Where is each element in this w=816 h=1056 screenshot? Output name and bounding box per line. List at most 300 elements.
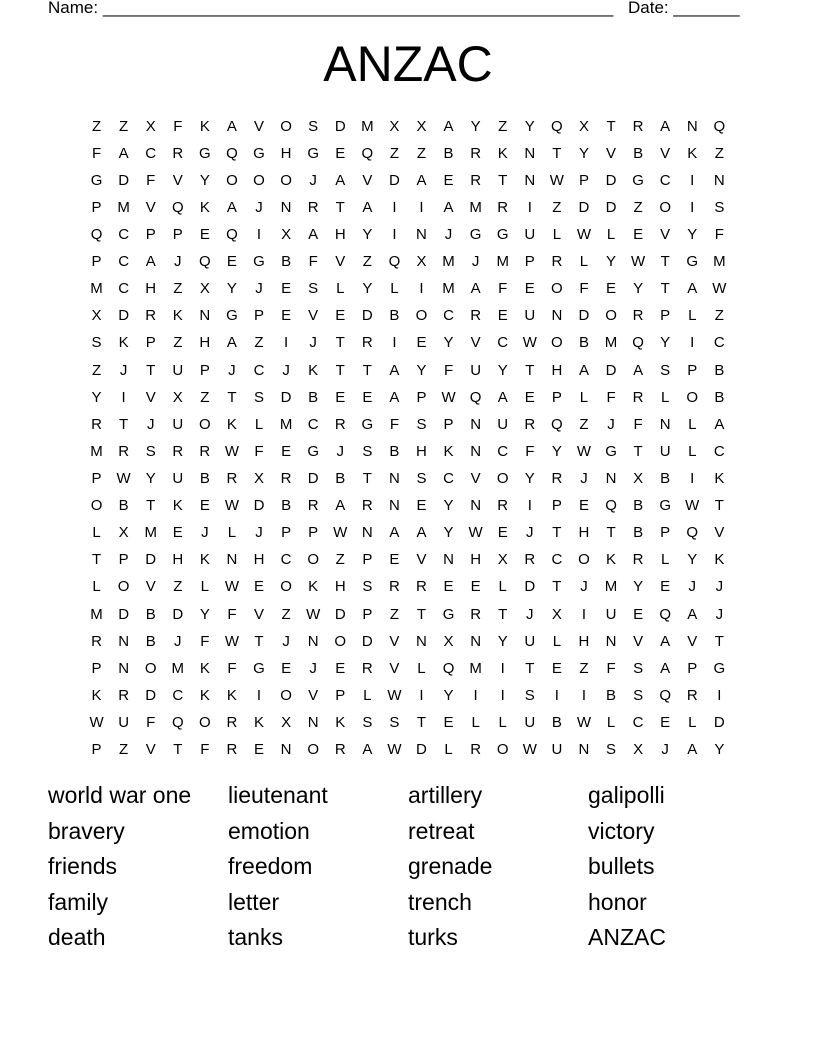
grid-cell[interactable]: L: [688, 442, 697, 460]
grid-cell[interactable]: T: [714, 497, 724, 515]
grid-cell[interactable]: M: [117, 198, 130, 216]
grid-cell[interactable]: E: [281, 442, 292, 460]
grid-cell[interactable]: H: [280, 144, 292, 162]
grid-cell[interactable]: U: [118, 713, 130, 731]
grid-cell[interactable]: O: [280, 686, 292, 704]
grid-cell[interactable]: D: [713, 713, 725, 731]
grid-cell[interactable]: N: [307, 632, 319, 650]
grid-cell[interactable]: N: [551, 307, 563, 325]
grid-cell[interactable]: N: [118, 632, 130, 650]
grid-cell[interactable]: Z: [119, 117, 129, 135]
date-blank[interactable]: _______: [673, 0, 740, 17]
grid-cell[interactable]: T: [91, 551, 102, 569]
grid-cell[interactable]: L: [552, 632, 562, 650]
grid-cell[interactable]: Y: [633, 280, 644, 298]
grid-cell[interactable]: H: [145, 280, 157, 298]
grid-cell[interactable]: D: [605, 171, 617, 189]
grid-cell[interactable]: F: [606, 659, 616, 677]
grid-cell[interactable]: V: [633, 632, 644, 650]
grid-cell[interactable]: T: [552, 524, 562, 542]
grid-cell[interactable]: J: [309, 334, 317, 352]
grid-cell[interactable]: F: [200, 741, 210, 759]
grid-cell[interactable]: Y: [199, 605, 210, 623]
grid-cell[interactable]: D: [605, 198, 617, 216]
grid-cell[interactable]: P: [335, 686, 346, 704]
grid-cell[interactable]: E: [254, 578, 265, 596]
grid-cell[interactable]: P: [118, 551, 129, 569]
grid-cell[interactable]: P: [524, 253, 535, 271]
grid-cell[interactable]: S: [91, 334, 102, 352]
grid-cell[interactable]: O: [551, 280, 563, 298]
grid-cell[interactable]: R: [632, 307, 644, 325]
grid-cell[interactable]: K: [497, 144, 508, 162]
grid-cell[interactable]: A: [362, 741, 373, 759]
grid-cell[interactable]: R: [118, 442, 130, 460]
grid-cell[interactable]: L: [579, 388, 589, 406]
grid-cell[interactable]: P: [551, 497, 562, 515]
grid-cell[interactable]: K: [335, 713, 346, 731]
grid-cell[interactable]: Z: [173, 280, 183, 298]
grid-cell[interactable]: Y: [551, 442, 562, 460]
grid-cell[interactable]: H: [416, 442, 427, 460]
grid-cell[interactable]: W: [387, 686, 402, 704]
grid-cell[interactable]: X: [199, 280, 210, 298]
grid-cell[interactable]: R: [172, 442, 184, 460]
grid-cell[interactable]: P: [578, 171, 589, 189]
grid-cell[interactable]: V: [172, 171, 183, 189]
grid-cell[interactable]: R: [307, 198, 319, 216]
grid-cell[interactable]: A: [660, 659, 671, 677]
grid-cell[interactable]: X: [91, 307, 102, 325]
grid-cell[interactable]: R: [91, 632, 102, 650]
grid-cell[interactable]: E: [633, 605, 644, 623]
grid-cell[interactable]: F: [714, 225, 724, 243]
grid-cell[interactable]: O: [686, 388, 699, 406]
grid-cell[interactable]: Z: [714, 307, 724, 325]
grid-cell[interactable]: R: [524, 551, 536, 569]
grid-cell[interactable]: Y: [606, 253, 617, 271]
grid-cell[interactable]: X: [497, 551, 508, 569]
grid-cell[interactable]: N: [416, 225, 427, 243]
grid-cell[interactable]: G: [226, 307, 238, 325]
grid-cell[interactable]: O: [496, 469, 509, 487]
grid-cell[interactable]: C: [280, 551, 292, 569]
grid-cell[interactable]: L: [688, 713, 697, 731]
grid-cell[interactable]: D: [118, 171, 130, 189]
grid-cell[interactable]: X: [443, 632, 454, 650]
grid-cell[interactable]: T: [362, 469, 372, 487]
grid-cell[interactable]: L: [336, 280, 345, 298]
grid-cell[interactable]: R: [632, 551, 644, 569]
grid-cell[interactable]: I: [392, 334, 397, 352]
grid-cell[interactable]: C: [118, 253, 130, 271]
grid-cell[interactable]: O: [496, 741, 509, 759]
grid-cell[interactable]: A: [578, 361, 589, 379]
grid-cell[interactable]: J: [580, 578, 588, 596]
grid-cell[interactable]: C: [443, 307, 454, 325]
grid-cell[interactable]: E: [606, 280, 617, 298]
grid-cell[interactable]: Q: [659, 605, 672, 623]
grid-cell[interactable]: P: [91, 198, 102, 216]
grid-cell[interactable]: A: [443, 198, 454, 216]
grid-cell[interactable]: P: [660, 524, 671, 542]
grid-cell[interactable]: B: [606, 686, 617, 704]
grid-cell[interactable]: G: [713, 659, 726, 677]
grid-cell[interactable]: W: [224, 632, 240, 650]
grid-cell[interactable]: P: [362, 605, 373, 623]
grid-cell[interactable]: K: [687, 144, 698, 162]
grid-cell[interactable]: I: [717, 686, 722, 704]
grid-cell[interactable]: I: [392, 198, 397, 216]
grid-cell[interactable]: D: [334, 605, 346, 623]
grid-cell[interactable]: Q: [361, 144, 374, 162]
grid-cell[interactable]: I: [121, 388, 126, 406]
grid-cell[interactable]: P: [551, 388, 562, 406]
grid-cell[interactable]: T: [335, 198, 345, 216]
grid-cell[interactable]: R: [470, 605, 482, 623]
grid-cell[interactable]: H: [199, 334, 211, 352]
grid-cell[interactable]: G: [253, 253, 265, 271]
grid-cell[interactable]: L: [390, 280, 399, 298]
grid-cell[interactable]: B: [308, 388, 319, 406]
grid-cell[interactable]: Y: [470, 117, 481, 135]
grid-cell[interactable]: S: [633, 686, 644, 704]
grid-cell[interactable]: F: [633, 415, 643, 433]
grid-cell[interactable]: G: [90, 171, 103, 189]
grid-cell[interactable]: K: [199, 198, 210, 216]
grid-cell[interactable]: S: [524, 686, 535, 704]
grid-cell[interactable]: D: [253, 497, 265, 515]
grid-cell[interactable]: Z: [389, 144, 399, 162]
grid-cell[interactable]: A: [389, 524, 400, 542]
grid-cell[interactable]: X: [145, 117, 156, 135]
grid-cell[interactable]: E: [660, 713, 671, 731]
grid-cell[interactable]: S: [606, 741, 617, 759]
grid-cell[interactable]: K: [714, 551, 725, 569]
grid-cell[interactable]: B: [714, 388, 725, 406]
grid-cell[interactable]: M: [442, 280, 455, 298]
grid-cell[interactable]: Y: [497, 361, 508, 379]
grid-cell[interactable]: P: [308, 524, 319, 542]
grid-cell[interactable]: V: [714, 524, 725, 542]
grid-cell[interactable]: K: [226, 686, 237, 704]
grid-cell[interactable]: L: [661, 388, 670, 406]
grid-cell[interactable]: F: [443, 361, 454, 379]
grid-cell[interactable]: B: [118, 497, 129, 515]
grid-cell[interactable]: T: [552, 144, 562, 162]
grid-cell[interactable]: X: [551, 605, 562, 623]
grid-cell[interactable]: Q: [226, 144, 238, 162]
grid-cell[interactable]: S: [389, 713, 400, 731]
grid-cell[interactable]: A: [335, 171, 346, 189]
grid-cell[interactable]: L: [661, 551, 670, 569]
grid-cell[interactable]: G: [469, 225, 482, 243]
grid-cell[interactable]: G: [659, 497, 672, 515]
grid-cell[interactable]: V: [335, 253, 346, 271]
grid-cell[interactable]: E: [660, 578, 671, 596]
grid-cell[interactable]: O: [307, 741, 319, 759]
grid-cell[interactable]: A: [443, 117, 454, 135]
grid-cell[interactable]: I: [284, 334, 289, 352]
grid-cell[interactable]: X: [281, 225, 292, 243]
grid-cell[interactable]: E: [335, 659, 346, 677]
grid-cell[interactable]: R: [470, 741, 482, 759]
grid-cell[interactable]: A: [470, 280, 481, 298]
grid-cell[interactable]: X: [416, 117, 427, 135]
grid-cell[interactable]: W: [224, 578, 240, 596]
grid-cell[interactable]: H: [578, 524, 590, 542]
grid-cell[interactable]: F: [146, 713, 156, 731]
grid-cell[interactable]: D: [578, 307, 590, 325]
grid-cell[interactable]: K: [443, 442, 454, 460]
grid-cell[interactable]: Q: [199, 253, 211, 271]
grid-cell[interactable]: Z: [498, 117, 508, 135]
grid-cell[interactable]: R: [361, 334, 373, 352]
grid-cell[interactable]: T: [660, 253, 670, 271]
grid-cell[interactable]: M: [442, 253, 455, 271]
grid-cell[interactable]: H: [578, 632, 590, 650]
grid-cell[interactable]: O: [199, 415, 211, 433]
grid-cell[interactable]: C: [713, 442, 725, 460]
grid-cell[interactable]: T: [525, 659, 535, 677]
grid-cell[interactable]: G: [605, 442, 617, 460]
grid-cell[interactable]: X: [254, 469, 265, 487]
grid-cell[interactable]: V: [389, 632, 400, 650]
grid-cell[interactable]: J: [255, 524, 263, 542]
grid-cell[interactable]: W: [89, 713, 104, 731]
grid-cell[interactable]: A: [362, 198, 373, 216]
grid-cell[interactable]: T: [119, 415, 129, 433]
grid-cell[interactable]: M: [361, 117, 374, 135]
grid-cell[interactable]: F: [498, 280, 508, 298]
grid-cell[interactable]: D: [145, 686, 157, 704]
grid-cell[interactable]: I: [690, 469, 695, 487]
grid-cell[interactable]: B: [145, 605, 156, 623]
grid-cell[interactable]: E: [443, 578, 454, 596]
grid-cell[interactable]: Y: [687, 551, 698, 569]
grid-cell[interactable]: K: [118, 334, 129, 352]
grid-cell[interactable]: R: [388, 578, 400, 596]
grid-cell[interactable]: F: [606, 388, 616, 406]
grid-cell[interactable]: T: [552, 578, 562, 596]
grid-cell[interactable]: W: [631, 253, 646, 271]
grid-cell[interactable]: J: [255, 198, 263, 216]
grid-cell[interactable]: J: [580, 469, 588, 487]
grid-cell[interactable]: R: [118, 686, 130, 704]
grid-cell[interactable]: K: [199, 117, 210, 135]
grid-cell[interactable]: U: [524, 225, 536, 243]
grid-cell[interactable]: M: [144, 524, 157, 542]
grid-cell[interactable]: F: [227, 605, 237, 623]
grid-cell[interactable]: Z: [200, 388, 210, 406]
grid-cell[interactable]: J: [688, 578, 696, 596]
grid-cell[interactable]: K: [91, 686, 102, 704]
grid-cell[interactable]: L: [254, 415, 264, 433]
grid-cell[interactable]: A: [308, 225, 319, 243]
grid-cell[interactable]: Q: [713, 117, 726, 135]
grid-cell[interactable]: Q: [605, 497, 617, 515]
grid-cell[interactable]: T: [173, 741, 183, 759]
grid-cell[interactable]: N: [470, 442, 482, 460]
grid-cell[interactable]: M: [90, 442, 103, 460]
grid-cell[interactable]: Z: [552, 198, 562, 216]
grid-cell[interactable]: C: [497, 442, 509, 460]
grid-cell[interactable]: D: [145, 551, 157, 569]
grid-cell[interactable]: G: [253, 659, 265, 677]
grid-cell[interactable]: A: [687, 280, 698, 298]
grid-cell[interactable]: C: [443, 469, 454, 487]
grid-cell[interactable]: J: [146, 415, 155, 433]
grid-cell[interactable]: C: [497, 334, 509, 352]
grid-cell[interactable]: V: [145, 741, 156, 759]
grid-cell[interactable]: U: [172, 415, 184, 433]
grid-cell[interactable]: R: [551, 469, 563, 487]
grid-cell[interactable]: B: [551, 713, 562, 731]
grid-cell[interactable]: U: [470, 361, 482, 379]
grid-cell[interactable]: O: [280, 171, 292, 189]
grid-cell[interactable]: N: [578, 741, 590, 759]
grid-cell[interactable]: E: [633, 225, 644, 243]
grid-cell[interactable]: Z: [119, 741, 129, 759]
grid-cell[interactable]: G: [361, 415, 374, 433]
grid-cell[interactable]: Z: [91, 361, 102, 379]
grid-cell[interactable]: D: [578, 198, 590, 216]
grid-cell[interactable]: T: [633, 442, 643, 460]
grid-cell[interactable]: N: [686, 117, 698, 135]
grid-cell[interactable]: D: [118, 307, 130, 325]
grid-cell[interactable]: W: [387, 741, 402, 759]
grid-cell[interactable]: U: [172, 469, 184, 487]
grid-cell[interactable]: V: [660, 225, 671, 243]
grid-cell[interactable]: N: [416, 632, 427, 650]
grid-cell[interactable]: C: [307, 415, 319, 433]
grid-cell[interactable]: D: [388, 171, 400, 189]
grid-cell[interactable]: V: [254, 605, 265, 623]
grid-cell[interactable]: W: [522, 741, 537, 759]
grid-cell[interactable]: L: [606, 225, 616, 243]
grid-cell[interactable]: R: [632, 388, 644, 406]
grid-cell[interactable]: E: [524, 280, 535, 298]
grid-cell[interactable]: M: [171, 659, 185, 677]
grid-cell[interactable]: Z: [362, 253, 372, 271]
grid-cell[interactable]: M: [604, 334, 618, 352]
grid-cell[interactable]: I: [554, 686, 559, 704]
grid-cell[interactable]: W: [576, 442, 592, 460]
grid-cell[interactable]: J: [255, 280, 263, 298]
grid-cell[interactable]: N: [307, 713, 319, 731]
grid-cell[interactable]: Y: [714, 741, 725, 759]
grid-cell[interactable]: N: [713, 171, 725, 189]
grid-cell[interactable]: Q: [90, 225, 103, 243]
grid-cell[interactable]: I: [419, 280, 424, 298]
grid-cell[interactable]: D: [172, 605, 184, 623]
grid-cell[interactable]: E: [578, 497, 589, 515]
grid-cell[interactable]: M: [469, 659, 482, 677]
grid-cell[interactable]: E: [172, 524, 183, 542]
grid-cell[interactable]: O: [280, 578, 292, 596]
grid-cell[interactable]: Z: [714, 144, 724, 162]
grid-cell[interactable]: E: [389, 551, 400, 569]
grid-cell[interactable]: A: [226, 334, 237, 352]
grid-cell[interactable]: N: [199, 307, 211, 325]
grid-cell[interactable]: X: [578, 117, 589, 135]
grid-cell[interactable]: P: [660, 307, 671, 325]
grid-cell[interactable]: B: [578, 334, 589, 352]
grid-cell[interactable]: E: [254, 741, 265, 759]
grid-cell[interactable]: V: [145, 388, 156, 406]
grid-cell[interactable]: Q: [388, 253, 401, 271]
grid-cell[interactable]: E: [443, 713, 454, 731]
grid-cell[interactable]: T: [227, 388, 237, 406]
grid-cell[interactable]: G: [496, 225, 509, 243]
grid-cell[interactable]: E: [416, 497, 427, 515]
grid-cell[interactable]: F: [173, 117, 183, 135]
grid-cell[interactable]: N: [605, 469, 617, 487]
grid-cell[interactable]: S: [254, 388, 265, 406]
grid-cell[interactable]: O: [253, 171, 265, 189]
grid-cell[interactable]: W: [224, 442, 240, 460]
grid-cell[interactable]: N: [524, 171, 536, 189]
grid-cell[interactable]: A: [226, 117, 237, 135]
grid-cell[interactable]: R: [145, 307, 157, 325]
grid-cell[interactable]: E: [497, 307, 508, 325]
grid-cell[interactable]: W: [224, 497, 240, 515]
grid-cell[interactable]: V: [308, 307, 319, 325]
grid-cell[interactable]: T: [416, 713, 427, 731]
grid-cell[interactable]: Z: [416, 144, 427, 162]
grid-cell[interactable]: I: [581, 686, 587, 704]
grid-cell[interactable]: U: [497, 415, 509, 433]
grid-cell[interactable]: W: [576, 713, 592, 731]
grid-cell[interactable]: R: [470, 144, 482, 162]
grid-cell[interactable]: W: [333, 524, 348, 542]
grid-cell[interactable]: A: [687, 605, 698, 623]
grid-cell[interactable]: U: [605, 605, 617, 623]
grid-cell[interactable]: I: [256, 225, 262, 243]
grid-cell[interactable]: N: [388, 497, 400, 515]
grid-cell[interactable]: I: [527, 198, 532, 216]
grid-cell[interactable]: P: [91, 741, 102, 759]
grid-cell[interactable]: A: [389, 388, 400, 406]
grid-cell[interactable]: E: [416, 334, 427, 352]
grid-cell[interactable]: F: [254, 442, 264, 460]
grid-cell[interactable]: I: [690, 334, 695, 352]
grid-cell[interactable]: C: [632, 713, 644, 731]
grid-cell[interactable]: S: [660, 361, 671, 379]
grid-cell[interactable]: L: [498, 713, 507, 731]
grid-cell[interactable]: E: [362, 388, 373, 406]
grid-cell[interactable]: Q: [171, 198, 184, 216]
grid-cell[interactable]: A: [714, 415, 725, 433]
grid-cell[interactable]: V: [308, 686, 319, 704]
grid-cell[interactable]: R: [416, 578, 427, 596]
grid-cell[interactable]: D: [118, 605, 130, 623]
grid-cell[interactable]: E: [524, 388, 535, 406]
grid-cell[interactable]: D: [334, 117, 346, 135]
grid-cell[interactable]: H: [551, 361, 563, 379]
grid-cell[interactable]: W: [522, 334, 537, 352]
grid-cell[interactable]: B: [389, 307, 400, 325]
grid-cell[interactable]: Q: [171, 713, 184, 731]
grid-cell[interactable]: F: [146, 171, 156, 189]
grid-cell[interactable]: N: [443, 551, 454, 569]
grid-cell[interactable]: I: [500, 659, 505, 677]
grid-cell[interactable]: R: [361, 497, 373, 515]
grid-cell[interactable]: N: [361, 524, 373, 542]
grid-cell[interactable]: J: [526, 524, 534, 542]
grid-cell[interactable]: C: [145, 144, 157, 162]
grid-cell[interactable]: R: [172, 144, 184, 162]
